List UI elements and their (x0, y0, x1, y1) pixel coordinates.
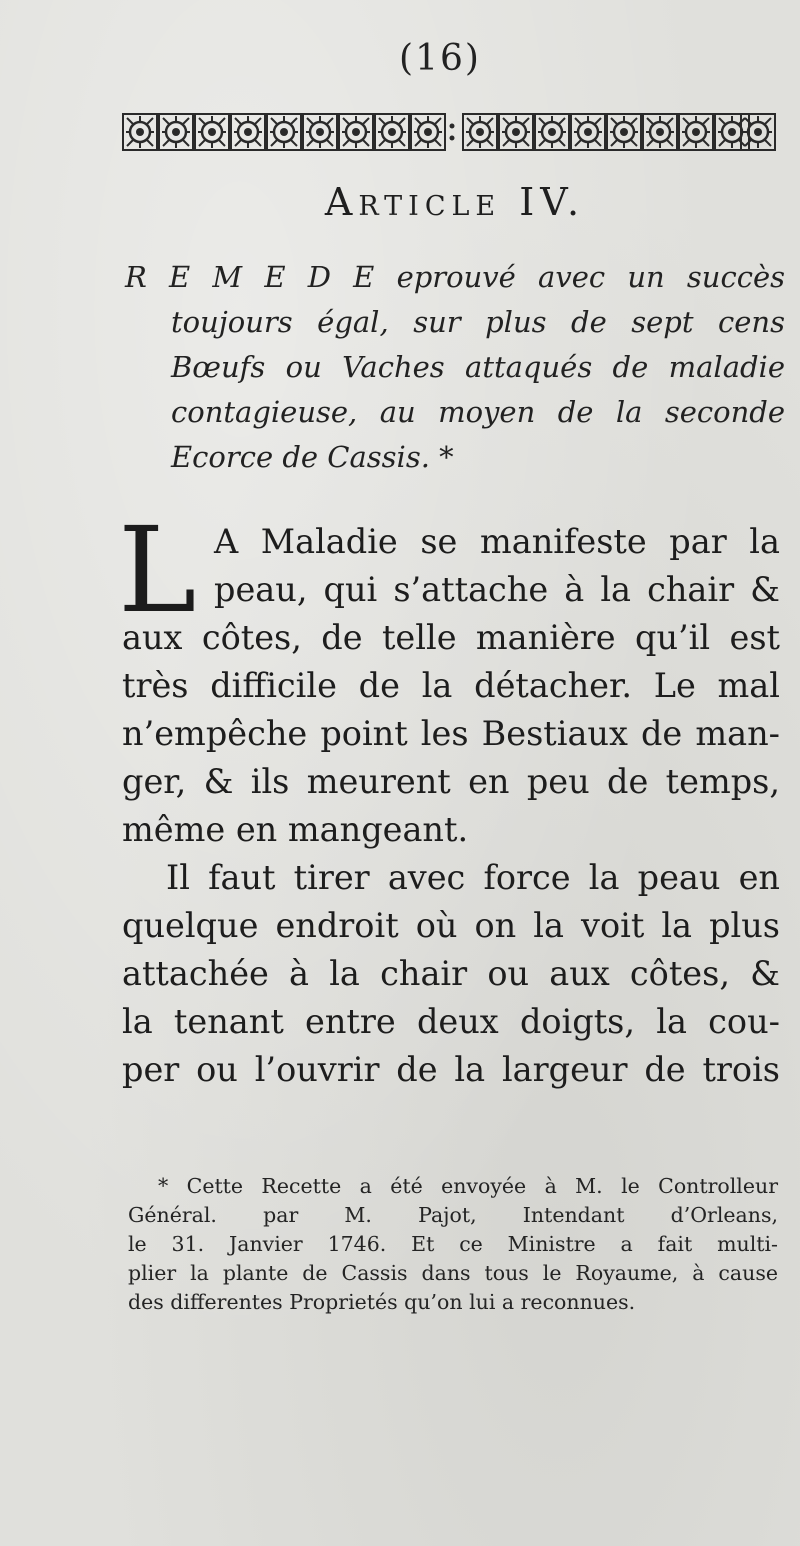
body-text (122, 518, 780, 1094)
body-line: n’empêche point les Bestiaux de man- (122, 714, 780, 753)
body-line: Il faut tirer avec force la peau en (166, 858, 780, 897)
body-line: la tenant entre deux doigts, la cou- (122, 1002, 780, 1041)
remedy-line: Bœufs ou Vaches attaqués de maladie (171, 350, 785, 384)
article-heading: Article IV. (324, 180, 586, 224)
body-line: peau, qui s’attache à la chair & (214, 570, 780, 609)
remedy-line: contagieuse, au moyen de la seconde (171, 395, 785, 429)
footnote-line: plier la plante de Cassis dans tous le Royaume, à cause (128, 1261, 778, 1285)
footnote-line: des differentes Proprietés qu’on lui a reconnues. (128, 1290, 636, 1314)
footnote-line: le 31. Janvier 1746. Et ce Ministre a fait multi- (128, 1232, 778, 1256)
body-line: attachée à la chair ou aux côtes, & (122, 954, 780, 993)
body-line: per ou l’ouvrir de la largeur de trois (122, 1050, 780, 1089)
body-line: A Maladie se manifeste par la (214, 522, 780, 561)
footnote-line: Général. par M. Pajot, Intendant d’Orleans, (128, 1203, 778, 1227)
body-line: très difficile de la détacher. Le mal (122, 666, 780, 705)
footnote (128, 1172, 778, 1317)
remedy-line: Ecorce de Cassis. * (171, 440, 454, 474)
body-line: ger, & ils meurent en peu de temps, (122, 762, 780, 801)
drop-cap: L (118, 501, 197, 639)
page-number: (16) (399, 38, 481, 79)
ornament-icon (122, 108, 777, 156)
body-line: quelque endroit où on la voit la plus (122, 906, 780, 945)
body-line: même en mangeant. (122, 810, 469, 849)
body-line: aux côtes, de telle manière qu’il est (122, 618, 780, 657)
decorative-ornament-band (122, 108, 777, 156)
remedy-title-block (125, 255, 785, 480)
footnote-line: * Cette Recette a été envoyée à M. le Controlleur (158, 1174, 778, 1198)
remedy-line: toujours égal, sur plus de sept cens (171, 305, 785, 339)
remedy-line: R E M E D E eprouvé avec un succès (125, 260, 785, 294)
